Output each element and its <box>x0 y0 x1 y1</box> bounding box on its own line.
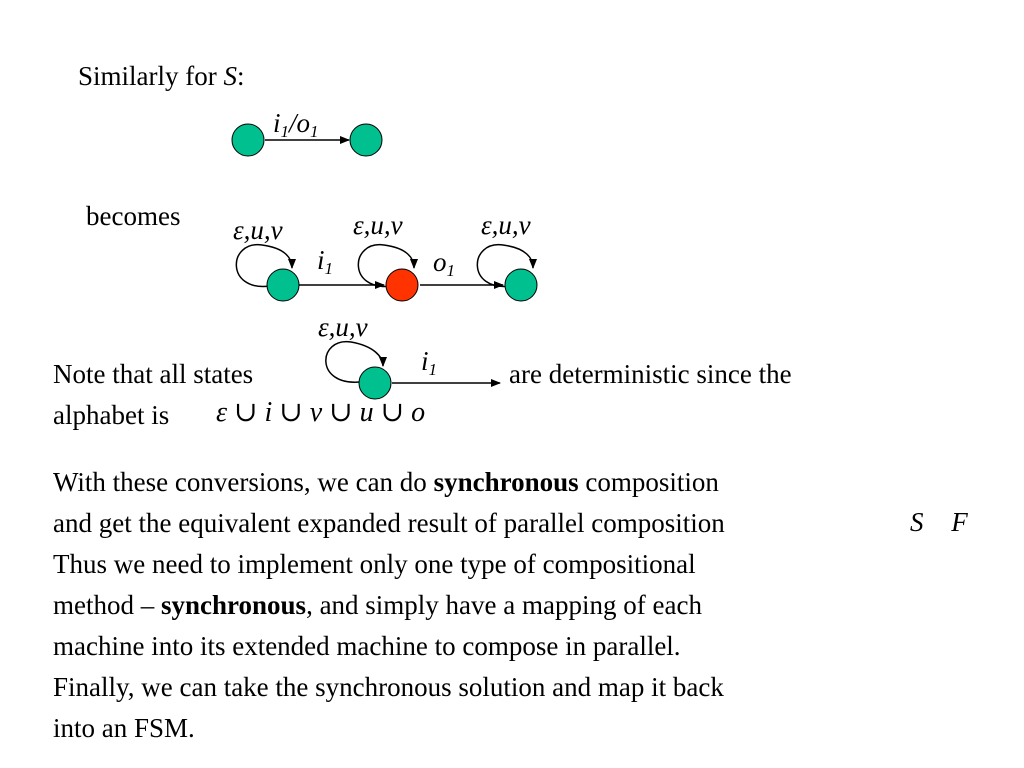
top-transition-label <box>273 108 319 147</box>
expanded-state-1 <box>267 269 299 301</box>
loop-label-3: ε,u,v <box>481 210 531 240</box>
heading-text: Similarly for <box>78 61 224 91</box>
heading-colon: : <box>236 61 245 91</box>
note-loop-label: ε,u,v <box>318 312 368 342</box>
paragraph-line-2: and get the equivalent expanded result of parallel composition <box>53 508 725 538</box>
note-text-before: Note that all states <box>53 359 254 389</box>
top-state-source <box>232 124 264 156</box>
edge-o1-sub: 1 <box>446 261 455 280</box>
top-label-i: i <box>273 108 281 138</box>
note-alphabet-expression: ε ∪ i ∪ v ∪ u ∪ o <box>216 397 426 428</box>
top-label-o: o <box>296 108 311 138</box>
top-label-sub2: 1 <box>310 122 319 141</box>
line4-before: method – <box>53 590 161 620</box>
note-edge-text: i <box>421 346 429 376</box>
note-fsm <box>326 342 500 399</box>
expanded-state-3 <box>505 269 537 301</box>
edge-label-i1 <box>317 245 333 284</box>
note-edge-label <box>421 346 437 385</box>
paragraph-line-4 <box>53 585 953 626</box>
loop-label-1: ε,u,v <box>233 215 283 245</box>
paragraph-line-7: into an FSM. <box>53 713 195 743</box>
top-state-target <box>350 124 382 156</box>
line1-bold: synchronous <box>433 467 579 497</box>
paragraph-line-1 <box>53 462 953 503</box>
explanation-paragraph <box>53 462 953 749</box>
loop-label-2: ε,u,v <box>353 210 403 240</box>
top-label-slash: / <box>289 108 297 138</box>
paragraph-line-3: Thus we need to implement only one type of compositional <box>53 549 696 579</box>
expanded-state-2-highlighted <box>386 269 418 301</box>
line4-bold: synchronous <box>161 590 307 620</box>
note-state <box>359 367 391 399</box>
heading-var: S <box>223 61 237 91</box>
edge-o1-text: o <box>433 247 447 277</box>
note-text-after: are deterministic since the <box>509 359 792 389</box>
parallel-composition-expression: S  F <box>910 507 968 537</box>
note-edge-sub: 1 <box>428 360 438 379</box>
line1-before: With these conversions, we can do <box>53 467 434 497</box>
paragraph-line-5: machine into its extended machine to compose in parallel. <box>53 631 681 661</box>
line1-after: composition <box>578 467 719 497</box>
edge-i1-sub: 1 <box>324 259 334 278</box>
expanded-fsm <box>236 245 537 301</box>
top-label-sub1: 1 <box>280 122 290 141</box>
edge-i1-text: i <box>317 245 325 275</box>
becomes-label: becomes <box>86 201 181 231</box>
line4-after: , and simply have a mapping of each <box>306 590 702 620</box>
paragraph-line-6: Finally, we can take the synchronous solution and map it back <box>53 672 724 702</box>
note-alphabet-label: alphabet is <box>53 400 170 430</box>
heading <box>78 60 245 92</box>
edge-label-o1 <box>433 247 455 286</box>
